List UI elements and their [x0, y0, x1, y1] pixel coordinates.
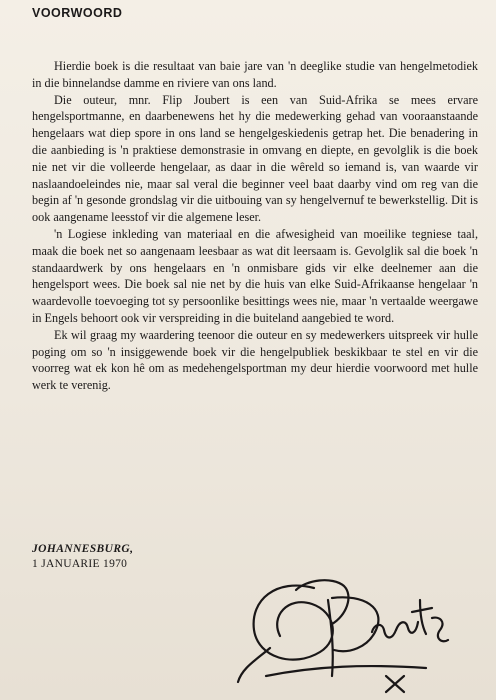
paragraph-4: Ek wil graag my waardering teenoor die outeur en sy medewerkers uitspreek vir hulle poging om so 'n insiggewende boek vir die hengelpubliek beskikbaar te stel en vir die voorreg wat ek kon hê om as medehengelsportman my deur hierdie voorwoord met hulle werk te verenig. — [32, 327, 478, 393]
paragraph-3: 'n Logiese inkleding van materiaal en die afwesigheid van moeilike tegniese taal, maak die boek net so aangenaam leesbaar as wat dit leersaam is. Gevolglik sal die boek 'n standaardwerk by ons hengelaars en 'n onmisbare gids vir elke deelnemer aan die hengelsport wees. Die boek sal nie net by die huis van elke Suid-Afrikaanse hengelaar 'n waardevolle toevoeging tot sy persoonlike besittings wees nie, maar 'n vertaalde weergawe in Engels behoort ook vir verspreiding in die buiteland aangebied te word. — [32, 226, 478, 325]
body-text — [32, 58, 478, 394]
dateline-date: 1 JANUARIE 1970 — [32, 558, 128, 570]
dateline-place: JOHANNESBURG, — [32, 543, 134, 555]
page-heading: VOORWOORD — [32, 6, 123, 20]
dateline — [32, 542, 133, 572]
handwritten-signature — [236, 560, 452, 700]
paragraph-1: Hierdie boek is die resultaat van baie jare van 'n deeglike studie van hengelmetodiek in die binnelandse damme en riviere van ons land. — [32, 59, 478, 90]
paragraph-2: Die outeur, mnr. Flip Joubert is een van Suid-Afrika se mees ervare hengelsportmanne, en daarbenewens het hy die medewerking gehad van vooraanstaande hengelaars wat diep spore in ons land se hengelgeskiedenis getrap het. Die benadering in die aanbieding is 'n praktiese demonstrasie in omvang en diepte, en gevolglik is die boek nie net vir die volleerde hengelaar, as daar in die wêreld so iemand is, van waarde vir naslaandoeleindes nie, maar sal veral die beginner veel baat daarby vind om reg van die begin af 'n gesonde grondslag vir die uitbouing van sy hengelvernuf te bewerkstellig. Dit is ook aangename leesstof vir die algemene leser. — [32, 92, 478, 225]
